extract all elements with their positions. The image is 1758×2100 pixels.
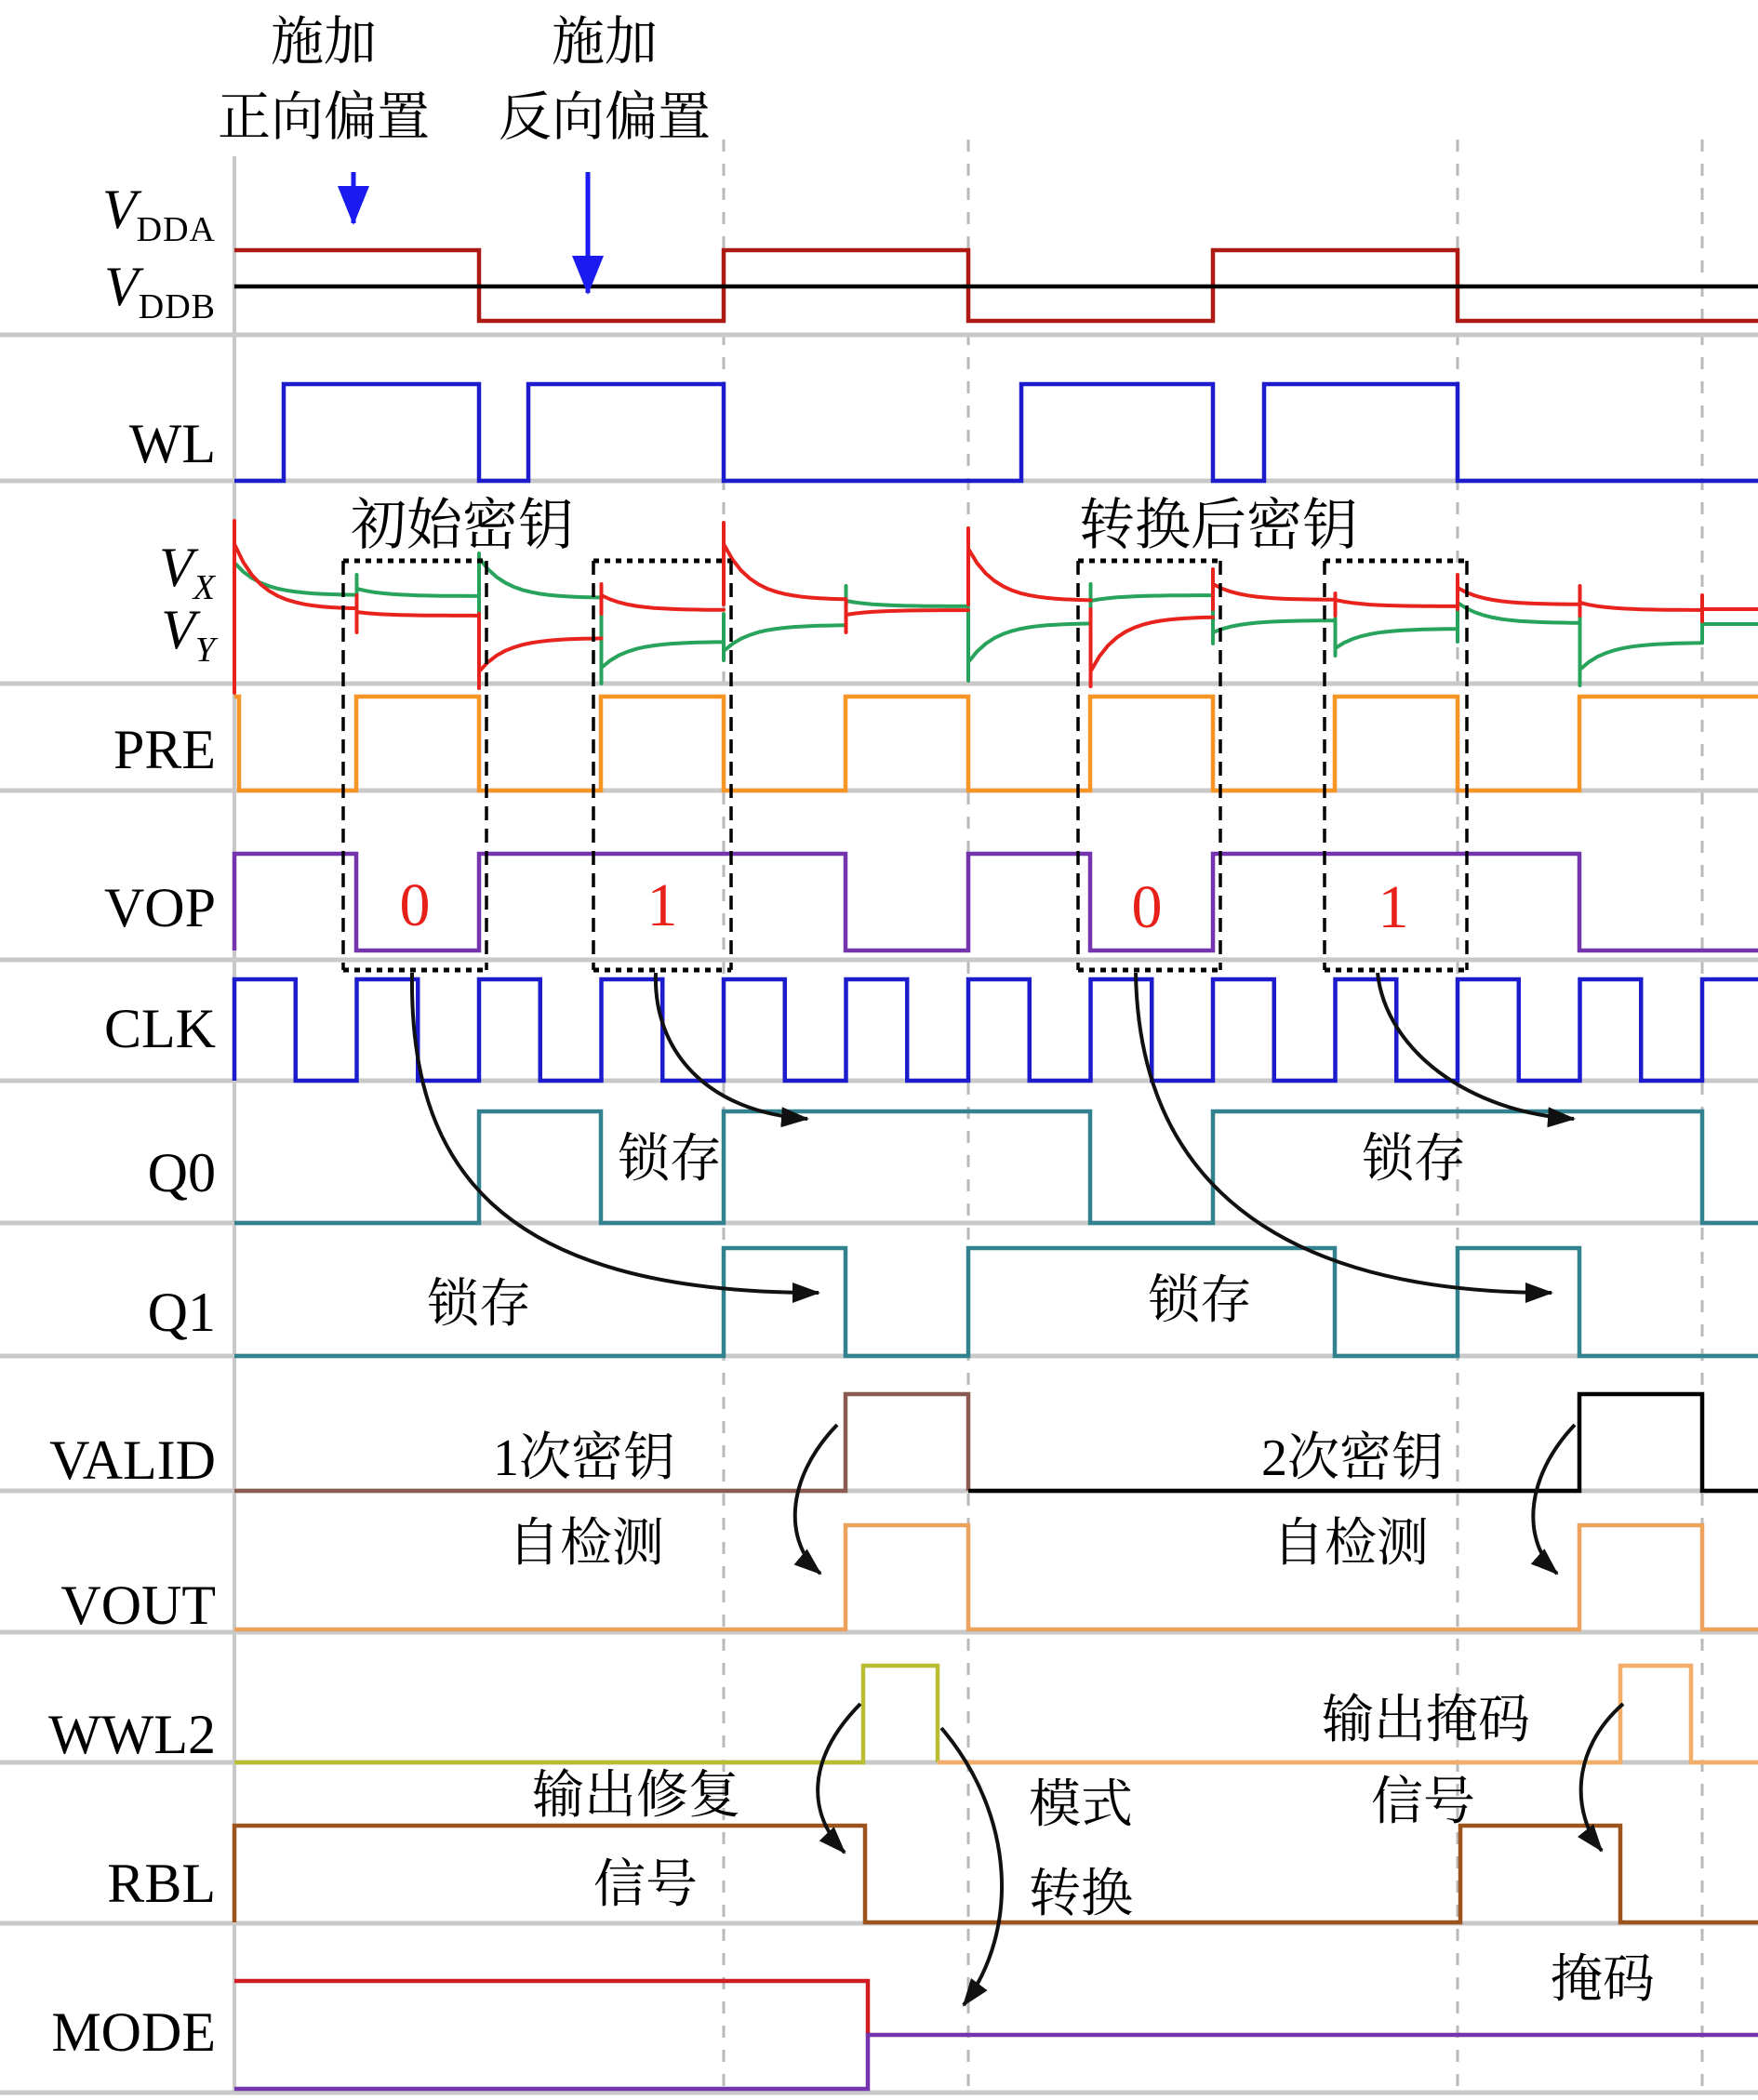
note-key1-line1: 1次密钥 — [493, 1429, 675, 1487]
label-vx: $V_X$ — [159, 537, 216, 607]
note-repair-line2: 信号 — [593, 1856, 698, 1914]
note-latch-q0-2: 锁存 — [1362, 1131, 1466, 1189]
label-rbl: RBL — [107, 1853, 216, 1914]
note-converted-key: 转换后密钥 — [1079, 495, 1358, 556]
note-key2-line1: 2次密钥 — [1261, 1429, 1444, 1487]
label-wwl2: WWL2 — [48, 1704, 216, 1765]
label-mode: MODE — [51, 2001, 216, 2063]
label-wl: WL — [128, 413, 216, 474]
note-apply-forward-line2: 正向偏置 — [218, 87, 430, 147]
note-apply-reverse-line1: 施加 — [552, 13, 658, 72]
note-key1-line2: 自检测 — [508, 1515, 664, 1573]
label-vop: VOP — [103, 877, 216, 938]
note-apply-forward-line1: 施加 — [271, 13, 377, 72]
label-vy: $V_Y$ — [161, 599, 216, 670]
note-repair-line1: 输出修复 — [532, 1767, 740, 1825]
label-clk: CLK — [104, 998, 216, 1059]
bit-value-0b: 0 — [1131, 873, 1163, 941]
bit-value-0a: 0 — [399, 871, 431, 939]
arrow-valid2-to-vout2 — [1533, 1425, 1575, 1574]
note-latch-q1-1: 锁存 — [427, 1276, 531, 1334]
bit-value-1b: 1 — [1378, 873, 1409, 941]
arrow-valid1-to-vout1 — [795, 1425, 837, 1574]
waveform-mode_red — [234, 1981, 868, 2035]
label-q1: Q1 — [147, 1282, 216, 1343]
label-vdda: $V_{DDA}$ — [102, 179, 216, 249]
waveform-q0 — [234, 1111, 1758, 1223]
note-mask-word: 掩码 — [1551, 1951, 1655, 2009]
label-valid: VALID — [49, 1429, 216, 1491]
note-latch-q1-2: 锁存 — [1148, 1272, 1252, 1330]
note-mode-line1: 模式 — [1029, 1776, 1133, 1834]
label-vddb: $V_{DDB}$ — [104, 256, 216, 326]
arrow-mode-switch — [941, 1728, 1002, 2005]
waveform-vy — [234, 553, 1758, 685]
waveform-clk — [234, 979, 1758, 1081]
arrow-box1-to-q1-latch — [412, 973, 819, 1293]
waveform-mode_purple — [234, 2035, 1758, 2089]
note-latch-q0-1: 锁存 — [618, 1131, 722, 1189]
note-key2-line2: 自检测 — [1272, 1515, 1429, 1573]
arrow-box4-to-q0-latch — [1378, 973, 1574, 1119]
arrow-mask-to-rbl — [1581, 1704, 1623, 1851]
note-apply-reverse-bias — [451, 6, 758, 156]
note-initial-key: 初始密钥 — [351, 495, 574, 556]
arrow-box3-to-q1-latch — [1136, 973, 1552, 1293]
waveform-wwl2_a — [234, 1666, 938, 1762]
bit-value-1a: 1 — [646, 871, 678, 939]
label-pre: PRE — [113, 719, 216, 780]
note-mode-line2: 转换 — [1029, 1866, 1133, 1923]
note-apply-forward-bias — [170, 6, 477, 156]
arrow-repair-to-rbl — [818, 1704, 860, 1853]
waveform-pre — [234, 697, 1758, 791]
waveform-vop — [234, 854, 1758, 950]
note-mask-line1: 输出掩码 — [1322, 1692, 1530, 1749]
waveform-vout — [234, 1525, 1758, 1629]
note-apply-reverse-line2: 反向偏置 — [499, 87, 711, 147]
label-vout: VOUT — [60, 1575, 216, 1636]
waveform-wl — [234, 384, 1758, 481]
note-mask-line2: 信号 — [1371, 1774, 1475, 1831]
label-q0: Q0 — [147, 1142, 216, 1203]
